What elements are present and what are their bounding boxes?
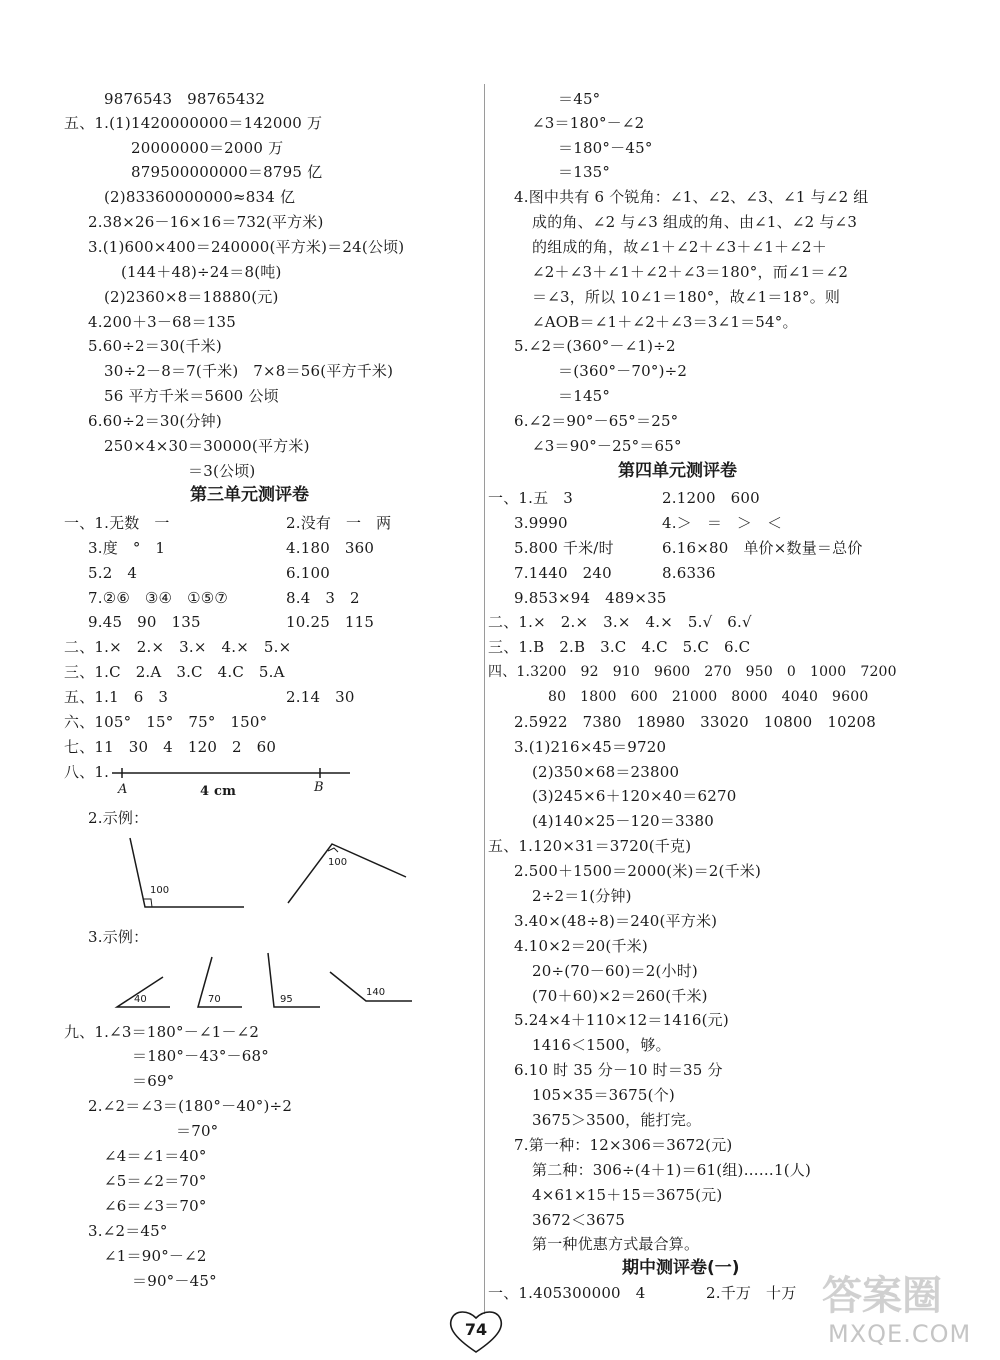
angle-label: 95 xyxy=(280,994,293,1005)
text-line: ∠6＝∠3＝70° xyxy=(104,1197,207,1215)
angle-label: 40 xyxy=(134,994,147,1005)
text-line: 2.14 30 xyxy=(286,688,355,706)
section-title-unit3: 第三单元测评卷 xyxy=(190,485,309,505)
text-line: 56 平方千米＝5600 公顷 xyxy=(104,387,279,405)
text-line: (70＋60)×2＝260(千米) xyxy=(532,987,708,1005)
text-line: 4.＞ ＝ ＞ ＜ xyxy=(662,514,783,532)
text-line: 7.②⑥ ③④ ①⑤⑦ xyxy=(88,589,229,607)
text-line: 五、1.(1)1420000000＝142000 万 xyxy=(64,114,323,132)
text-line: 4.图中共有 6 个锐角：∠1、∠2、∠3、∠1 与∠2 组 xyxy=(514,188,869,206)
watermark-site: MXQE.COM xyxy=(828,1320,972,1348)
text-line: 五、1.1 6 3 xyxy=(64,688,169,706)
text-line: 2.没有 一 两 xyxy=(286,514,392,532)
text-line: 8.4 3 2 xyxy=(286,589,360,607)
text-line: ∠3＝90°－25°＝65° xyxy=(532,437,682,455)
text-line: 5.2 4 xyxy=(88,564,138,582)
text-line: 5.60÷2＝30(千米) xyxy=(88,337,222,355)
text-line: 2.示例： xyxy=(88,809,149,827)
text-line: 八、1. xyxy=(64,763,110,781)
text-line: 一、1.405300000 4 xyxy=(488,1284,646,1302)
text-line: 250×4×30＝30000(平方米) xyxy=(104,437,310,455)
angle-label: 70 xyxy=(208,994,221,1005)
page-number: 74 xyxy=(464,1320,488,1339)
text-line: 3.40×(48÷8)＝240(平方米) xyxy=(514,912,718,930)
text-line: 30÷2－8＝7(千米) 7×8＝56(平方千米) xyxy=(104,362,394,380)
text-line: 七、11 30 4 120 2 60 xyxy=(64,738,277,756)
text-line: ＝145° xyxy=(558,387,611,405)
text-line: 3.(1)600×400＝240000(平方米)＝24(公顷) xyxy=(88,238,405,256)
text-line: 20000000＝2000 万 xyxy=(131,139,284,157)
text-line: ∠4＝∠1＝40° xyxy=(104,1147,207,1165)
section-title-unit4: 第四单元测评卷 xyxy=(618,461,737,481)
text-line: ＝69° xyxy=(132,1072,175,1090)
text-line: 8.6336 xyxy=(662,564,716,582)
text-line: 3.9990 xyxy=(514,514,568,532)
text-line: (2)350×68＝23800 xyxy=(532,763,680,781)
text-line: ＝70° xyxy=(176,1122,219,1140)
text-line: ∠2＋∠3＋∠1＋∠2＋∠3＝180°，而∠1＝∠2 xyxy=(532,263,849,281)
text-line: 6.100 xyxy=(286,564,330,582)
text-line: 3.∠2＝45° xyxy=(88,1222,168,1240)
text-line: ＝∠3，所以 10∠1＝180°，故∠1＝18°。则 xyxy=(532,288,841,306)
angle-label: 100 xyxy=(150,885,170,896)
text-line: (144＋48)÷24＝8(吨) xyxy=(121,263,282,281)
text-line: 2.千万 十万 xyxy=(706,1284,797,1302)
text-line: 2.1200 600 xyxy=(662,489,760,507)
text-line: 6.60÷2＝30(分钟) xyxy=(88,412,222,430)
text-line: 三、1.B 2.B 3.C 4.C 5.C 6.C xyxy=(488,638,751,656)
text-line: (2)2360×8＝18880(元) xyxy=(104,288,279,306)
text-line: 二、1.× 2.× 3.× 4.× 5.√ 6.√ xyxy=(488,613,752,631)
text-line: 6.10 时 35 分－10 时＝35 分 xyxy=(514,1061,723,1079)
text-line: ＝180°－45° xyxy=(558,139,653,157)
text-line: (4)140×25－120＝3380 xyxy=(532,812,714,830)
text-line: 2.500＋1500＝2000(米)＝2(千米) xyxy=(514,862,762,880)
text-line: 3.度 ° 1 xyxy=(88,539,166,557)
length-label: 4 cm xyxy=(200,784,237,799)
text-line: 5.24×4＋110×12＝1416(元) xyxy=(514,1011,729,1029)
text-line: 的组成的角，故∠1＋∠2＋∠3＋∠1＋∠2＋ xyxy=(532,238,827,256)
text-line: 一、1.无数 一 xyxy=(64,514,170,532)
text-line: ＝90°－45° xyxy=(132,1272,217,1290)
text-line: 3.示例： xyxy=(88,928,149,946)
text-line: ＝135° xyxy=(558,163,611,181)
text-line: 4×61×15＋15＝3675(元) xyxy=(532,1186,723,1204)
text-line: ∠1＝90°－∠2 xyxy=(104,1247,207,1265)
text-line: 20÷(70－60)＝2(小时) xyxy=(532,962,698,980)
text-line: 80 1800 600 21000 8000 4040 9600 xyxy=(548,689,869,705)
text-line: 3.(1)216×45＝9720 xyxy=(514,738,667,756)
text-line: 4.180 360 xyxy=(286,539,375,557)
text-line: 三、1.C 2.A 3.C 4.C 5.A xyxy=(64,663,285,681)
text-line: ＝180°－43°－68° xyxy=(132,1047,269,1065)
text-line: 105×35＝3675(个) xyxy=(532,1086,675,1104)
text-line: 成的角、∠2 与∠3 组成的角、由∠1、∠2 与∠3 xyxy=(532,213,858,231)
angle-label: 140 xyxy=(366,987,386,998)
text-line: 一、1.五 3 xyxy=(488,489,573,507)
text-line: ∠3＝180°－∠2 xyxy=(532,114,645,132)
text-line: 六、105° 15° 75° 150° xyxy=(64,713,268,731)
text-line: 3672＜3675 xyxy=(532,1211,626,1229)
text-line: ＝45° xyxy=(558,90,601,108)
text-line: 6.∠2＝90°－65°＝25° xyxy=(514,412,679,430)
watermark-logo: 答案圈 xyxy=(822,1273,942,1319)
text-line: 2.∠2＝∠3＝(180°－40°)÷2 xyxy=(88,1097,293,1115)
text-line: 第一种优惠方式最合算。 xyxy=(532,1235,700,1253)
text-line: 二、1.× 2.× 3.× 4.× 5.× xyxy=(64,638,292,656)
text-line: ＝(360°－70°)÷2 xyxy=(558,362,688,380)
text-line: (3)245×6＋120×40＝6270 xyxy=(532,787,737,805)
point-label-a: A xyxy=(118,782,128,797)
text-line: 2÷2＝1(分钟) xyxy=(532,887,632,905)
text-line: 10.25 115 xyxy=(286,613,375,631)
text-line: 9.853×94 489×35 xyxy=(514,589,667,607)
text-line: 5.∠2＝(360°－∠1)÷2 xyxy=(514,337,676,355)
text-line: ＝3(公顷) xyxy=(188,462,256,480)
text-line: 7.1440 240 xyxy=(514,564,612,582)
text-line: 2.38×26－16×16＝732(平方米) xyxy=(88,213,324,231)
text-line: 4.10×2＝20(千米) xyxy=(514,937,648,955)
text-line: 五、1.120×31＝3720(千克) xyxy=(488,837,692,855)
text-line: 6.16×80 单价×数量＝总价 xyxy=(662,539,863,557)
text-line: 5.800 千米/时 xyxy=(514,539,614,557)
text-line: 9.45 90 135 xyxy=(88,613,201,631)
point-label-b: B xyxy=(314,780,324,795)
text-line: 九、1.∠3＝180°－∠1－∠2 xyxy=(64,1023,260,1041)
section-title-midterm: 期中测评卷(一) xyxy=(622,1258,740,1278)
text-line: (2)83360000000≈834 亿 xyxy=(104,188,296,206)
text-line: 四、1.3200 92 910 9600 270 950 0 1000 7200 xyxy=(488,664,897,680)
text-line: 879500000000＝8795 亿 xyxy=(131,163,323,181)
text-line: ∠AOB＝∠1＋∠2＋∠3＝3∠1＝54°。 xyxy=(532,313,798,331)
text-line: 第二种：306÷(4＋1)＝61(组)……1(人) xyxy=(532,1161,812,1179)
text-line: 2.5922 7380 18980 33020 10800 10208 xyxy=(514,713,877,731)
angle-label: 100 xyxy=(328,857,348,868)
text-line: ∠5＝∠2＝70° xyxy=(104,1172,207,1190)
text-line: 3675＞3500，能打完。 xyxy=(532,1111,702,1129)
text-line: 9876543 98765432 xyxy=(104,90,266,108)
text-line: 1416＜1500，够。 xyxy=(532,1036,671,1054)
text-line: 4.200＋3－68＝135 xyxy=(88,313,237,331)
text-line: 7.第一种：12×306＝3672(元) xyxy=(514,1136,733,1154)
